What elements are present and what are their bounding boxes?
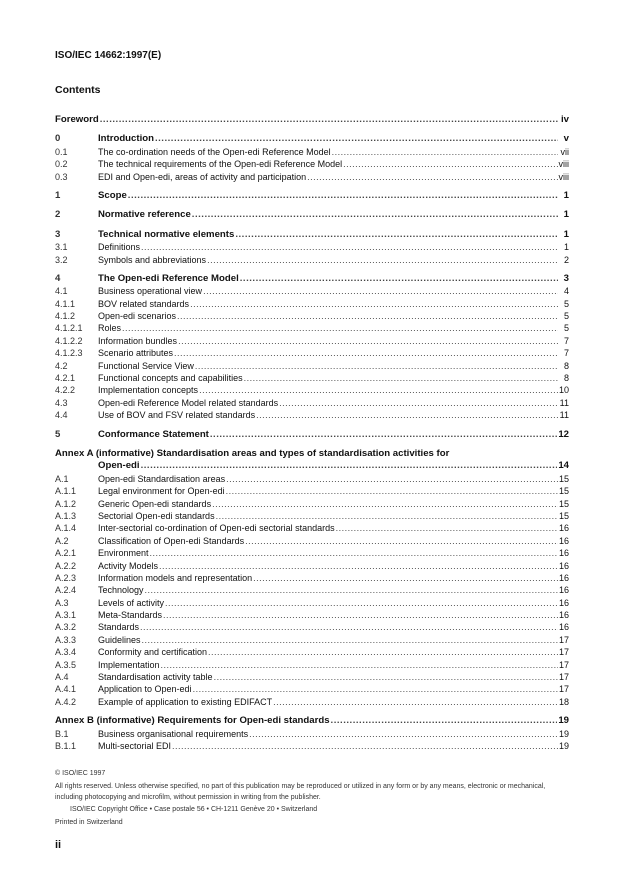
- section-title: BOV related standards: [98, 298, 190, 309]
- section-number: A.3.3: [55, 634, 77, 645]
- toc-group: [55, 229, 569, 266]
- page-reference: 19: [558, 740, 569, 751]
- section-title: Legal environment for Open-edi: [98, 486, 225, 497]
- section-title: Business operational view: [98, 286, 203, 297]
- section-title: Classification of Open-edi Standards: [98, 535, 245, 546]
- section-number: 2: [55, 209, 61, 221]
- leader-dots: [145, 584, 558, 596]
- section-number: 0.3: [55, 171, 68, 182]
- page-reference: 1: [563, 242, 569, 253]
- section-title: Functional concepts and capabilities: [98, 373, 243, 384]
- page-reference: 19: [558, 728, 569, 739]
- toc-entry[interactable]: [55, 740, 569, 752]
- leader-dots: [192, 209, 558, 221]
- toc-entry[interactable]: [55, 322, 569, 334]
- leader-dots: [159, 560, 558, 572]
- toc-entry[interactable]: [55, 547, 569, 559]
- page-reference: viii: [558, 159, 569, 170]
- section-title: Meta-Standards: [98, 610, 163, 621]
- section-number: A.4.2: [55, 696, 77, 707]
- page-reference: 1: [563, 189, 569, 201]
- toc-entry[interactable]: [55, 254, 569, 266]
- printed-in: Printed in Switzerland: [55, 819, 123, 826]
- page-reference: 16: [558, 585, 569, 596]
- leader-dots: [279, 397, 558, 409]
- section-title: Scenario attributes: [98, 348, 174, 359]
- page-reference: 5: [563, 298, 569, 309]
- section-title: Functional Service View: [98, 360, 194, 371]
- toc-entry[interactable]: [55, 158, 569, 170]
- page-reference: 15: [558, 498, 569, 509]
- page-reference: [558, 448, 569, 460]
- section-title: Information models and representation: [98, 572, 253, 583]
- section-title: Technical normative elements: [98, 228, 235, 240]
- leader-dots: [208, 646, 558, 658]
- leader-dots: [122, 322, 558, 334]
- leader-dots: [172, 740, 558, 752]
- toc-entry[interactable]: [55, 384, 569, 396]
- toc-entry[interactable]: [55, 397, 569, 409]
- page-reference: 7: [563, 335, 569, 346]
- toc-entry[interactable]: [55, 360, 569, 372]
- leader-dots: [216, 510, 558, 522]
- section-title: Conformance Statement: [98, 428, 209, 440]
- rights-notice: All rights reserved. Unless otherwise specified, no part of this publication may be reproduced or utilized in any form or by any means, electronic or mechanical, including photocopying and microfilm, without permission in writing from the publisher.: [55, 783, 546, 801]
- section-number: 4.1.2.2: [55, 335, 83, 346]
- section-number: A.1.1: [55, 486, 77, 497]
- toc-entry[interactable]: [55, 229, 569, 241]
- page-reference: 16: [558, 597, 569, 608]
- toc-entry[interactable]: [55, 273, 569, 285]
- leader-dots: [203, 285, 558, 297]
- section-title: Symbols and abbreviations: [98, 254, 207, 265]
- leader-dots: [199, 384, 558, 396]
- toc-entry[interactable]: [55, 671, 569, 683]
- section-number: A.4.1: [55, 684, 77, 695]
- table-of-contents: [55, 114, 569, 759]
- leader-dots: [245, 535, 558, 547]
- toc-entry[interactable]: [55, 372, 569, 384]
- leader-dots: [226, 485, 558, 497]
- section-number: 3.2: [55, 254, 68, 265]
- page-reference: 17: [558, 659, 569, 670]
- section-number: A.1: [55, 473, 69, 484]
- section-number: A.2.4: [55, 585, 77, 596]
- section-title: Annex A (informative) Standardisation areas and types of standardisation activities for: [55, 447, 450, 459]
- leader-dots: [178, 335, 558, 347]
- toc-entry[interactable]: [55, 572, 569, 584]
- leader-dots: [226, 473, 558, 485]
- page-reference: 1: [563, 228, 569, 240]
- page-reference: 5: [563, 323, 569, 334]
- toc-entry[interactable]: [55, 473, 569, 485]
- toc-entry[interactable]: [55, 696, 569, 708]
- toc-entry[interactable]: [55, 310, 569, 322]
- section-title: Business organisational requirements: [98, 728, 249, 739]
- toc-entry[interactable]: [55, 535, 569, 547]
- section-number: A.3.5: [55, 659, 77, 670]
- page-reference: 16: [558, 622, 569, 633]
- toc-entry[interactable]: [55, 146, 569, 158]
- section-number: 5: [55, 428, 61, 440]
- section-number: 4.3: [55, 397, 68, 408]
- contents-title: Contents: [55, 84, 101, 96]
- leader-dots: [331, 715, 558, 727]
- toc-entry[interactable]: [55, 190, 569, 202]
- section-number: 3.1: [55, 242, 68, 253]
- page-number: ii: [55, 839, 62, 851]
- leader-dots: [165, 597, 558, 609]
- section-title: Annex B (informative) Requirements for Open-edi standards: [55, 715, 330, 727]
- toc-entry[interactable]: [55, 510, 569, 522]
- leader-dots: [150, 547, 558, 559]
- toc-group: [55, 429, 569, 441]
- leader-dots: [193, 683, 558, 695]
- toc-group: [55, 114, 569, 126]
- section-title: Conformity and certification: [98, 647, 208, 658]
- toc-entry[interactable]: [55, 659, 569, 671]
- toc-entry[interactable]: [55, 448, 569, 460]
- toc-entry[interactable]: [55, 560, 569, 572]
- section-title: The technical requirements of the Open-edi Reference Model: [98, 159, 343, 170]
- toc-entry[interactable]: [55, 634, 569, 646]
- section-number: 0.2: [55, 159, 68, 170]
- section-number: A.1.2: [55, 498, 77, 509]
- toc-group: [55, 209, 569, 221]
- page-reference: 16: [558, 535, 569, 546]
- toc-entry[interactable]: [55, 114, 569, 126]
- toc-entry[interactable]: [55, 171, 569, 183]
- section-title: Open-edi: [98, 460, 140, 472]
- toc-group: [55, 133, 569, 183]
- leader-dots: [256, 409, 558, 421]
- page-reference: 17: [558, 684, 569, 695]
- page-reference: 16: [558, 610, 569, 621]
- toc-entry[interactable]: [55, 728, 569, 740]
- section-number: 4.1.2: [55, 311, 76, 322]
- section-title: Roles: [98, 323, 122, 334]
- page-reference: 14: [558, 460, 569, 472]
- page-reference: vii: [560, 146, 569, 157]
- section-number: 0: [55, 133, 61, 145]
- leader-dots: [128, 190, 558, 202]
- toc-entry[interactable]: [55, 347, 569, 359]
- section-number: A.2.2: [55, 560, 77, 571]
- section-number: A.4: [55, 672, 69, 683]
- section-title: Example of application to existing EDIFACT: [98, 696, 273, 707]
- page-reference: 4: [563, 286, 569, 297]
- page-reference: 17: [558, 634, 569, 645]
- page-reference: 17: [558, 647, 569, 658]
- toc-entry[interactable]: [55, 409, 569, 421]
- copyright-line: © ISO/IEC 1997: [55, 770, 106, 777]
- leader-dots: [249, 728, 558, 740]
- page-reference: 12: [558, 428, 569, 440]
- section-title: Open-edi Standardisation areas: [98, 473, 226, 484]
- section-number: 1: [55, 189, 61, 201]
- leader-dots: [177, 310, 558, 322]
- toc-entry[interactable]: [55, 498, 569, 510]
- leader-dots: [307, 171, 557, 183]
- section-number: 4.1: [55, 286, 68, 297]
- section-title: Sectorial Open-edi standards: [98, 510, 215, 521]
- section-title: EDI and Open-edi, areas of activity and participation: [98, 171, 307, 182]
- section-number: 4.2.2: [55, 385, 76, 396]
- section-title: Foreword: [55, 114, 99, 125]
- leader-dots: [155, 133, 558, 145]
- section-title: The Open-edi Reference Model: [98, 272, 239, 284]
- leader-dots: [336, 522, 558, 534]
- leader-dots: [253, 572, 558, 584]
- section-title: Introduction: [98, 133, 154, 145]
- page-reference: 1: [563, 209, 569, 221]
- toc-entry[interactable]: [55, 646, 569, 658]
- section-number: A.3.1: [55, 610, 77, 621]
- section-title: Standards: [98, 622, 140, 633]
- leader-dots: [343, 158, 557, 170]
- page-reference: 8: [563, 360, 569, 371]
- document-header: ISO/IEC 14662:1997(E): [55, 50, 162, 61]
- leader-dots: [161, 659, 558, 671]
- section-number: 3: [55, 228, 61, 240]
- section-number: A.3.2: [55, 622, 77, 633]
- section-number: A.1.4: [55, 523, 77, 534]
- toc-entry[interactable]: [55, 285, 569, 297]
- toc-entry[interactable]: [55, 298, 569, 310]
- section-title: Open-edi Reference Model related standards: [98, 397, 279, 408]
- leader-dots: [214, 671, 558, 683]
- section-number: A.1.3: [55, 510, 77, 521]
- leader-dots: [141, 241, 558, 253]
- page-reference: 2: [563, 254, 569, 265]
- page-reference: 3: [563, 272, 569, 284]
- section-number: B.1: [55, 728, 69, 739]
- section-title: Environment: [98, 548, 149, 559]
- page-reference: 16: [558, 560, 569, 571]
- page-reference: 5: [563, 311, 569, 322]
- section-title: Scope: [98, 189, 127, 201]
- section-number: A.2: [55, 535, 69, 546]
- section-title: Guidelines: [98, 634, 141, 645]
- page-reference: 11: [559, 410, 569, 421]
- toc-group: [55, 190, 569, 202]
- page-reference: 15: [558, 473, 569, 484]
- toc-group: [55, 448, 569, 708]
- toc-entry[interactable]: [55, 621, 569, 633]
- leader-dots: [100, 114, 558, 126]
- page-reference: 16: [558, 572, 569, 583]
- section-title: Open-edi scenarios: [98, 311, 177, 322]
- leader-dots: [140, 621, 558, 633]
- section-number: B.1.1: [55, 740, 77, 751]
- leader-dots: [163, 609, 558, 621]
- leader-dots: [332, 146, 558, 158]
- page-reference: 17: [558, 672, 569, 683]
- page-reference: 7: [563, 348, 569, 359]
- leader-dots: [244, 372, 558, 384]
- leader-dots: [141, 460, 558, 472]
- toc-entry[interactable]: [55, 715, 569, 727]
- toc-entry[interactable]: [55, 485, 569, 497]
- section-title: Definitions: [98, 242, 141, 253]
- page-reference: 19: [558, 715, 569, 727]
- leader-dots: [210, 429, 557, 441]
- section-title: Application to Open-edi: [98, 684, 192, 695]
- toc-entry[interactable]: [55, 209, 569, 221]
- leader-dots: [212, 498, 558, 510]
- toc-group: [55, 715, 569, 752]
- toc-entry[interactable]: [55, 522, 569, 534]
- section-title: Generic Open-edi standards: [98, 498, 212, 509]
- section-number: 4.1.2.1: [55, 323, 83, 334]
- section-title: Levels of activity: [98, 597, 165, 608]
- section-number: 4: [55, 272, 61, 284]
- leader-dots: [142, 634, 558, 646]
- toc-entry[interactable]: [55, 683, 569, 695]
- page-reference: 10: [558, 385, 569, 396]
- toc-entry[interactable]: [55, 241, 569, 253]
- section-number: A.2.3: [55, 572, 77, 583]
- leader-dots: [207, 254, 558, 266]
- section-title: Technology: [98, 585, 144, 596]
- leader-dots: [273, 696, 558, 708]
- section-title: Implementation: [98, 659, 160, 670]
- page-reference: iv: [560, 114, 569, 125]
- section-title: The co-ordination needs of the Open-edi Reference Model: [98, 146, 331, 157]
- toc-group: [55, 273, 569, 422]
- page-reference: 15: [558, 510, 569, 521]
- section-number: 4.1.1: [55, 298, 76, 309]
- toc-entry[interactable]: [55, 429, 569, 441]
- toc-entry[interactable]: [55, 584, 569, 596]
- page-reference: 8: [563, 373, 569, 384]
- page-reference: 16: [558, 523, 569, 534]
- page-reference: 18: [558, 696, 569, 707]
- leader-dots: [174, 347, 558, 359]
- section-number: 4.2.1: [55, 373, 76, 384]
- section-title: Use of BOV and FSV related standards: [98, 410, 256, 421]
- section-number: 0.1: [55, 146, 68, 157]
- section-number: 4.1.2.3: [55, 348, 83, 359]
- section-title: Information bundles: [98, 335, 178, 346]
- section-title: Inter-sectorial co-ordination of Open-edi sectorial standards: [98, 523, 335, 534]
- leader-dots: [240, 273, 558, 285]
- section-number: 4.2: [55, 360, 68, 371]
- page-reference: viii: [558, 171, 569, 182]
- leader-dots: [235, 229, 558, 241]
- section-title: Multi-sectorial EDI: [98, 740, 172, 751]
- toc-entry[interactable]: [55, 335, 569, 347]
- leader-dots: [195, 360, 558, 372]
- section-number: A.3.4: [55, 647, 77, 658]
- page-reference: 16: [558, 548, 569, 559]
- toc-entry[interactable]: [55, 460, 569, 472]
- page-reference: v: [563, 133, 569, 145]
- section-title: Implementation concepts: [98, 385, 199, 396]
- toc-entry[interactable]: [55, 609, 569, 621]
- toc-entry[interactable]: [55, 597, 569, 609]
- toc-entry[interactable]: [55, 133, 569, 145]
- copyright-office: ISO/IEC Copyright Office • Case postale 56 • CH-1211 Genève 20 • Switzerland: [70, 806, 318, 813]
- section-number: A.3: [55, 597, 69, 608]
- section-number: 4.4: [55, 410, 68, 421]
- page-reference: 15: [558, 486, 569, 497]
- section-title: Activity Models: [98, 560, 159, 571]
- section-title: Normative reference: [98, 209, 191, 221]
- section-number: A.2.1: [55, 548, 77, 559]
- leader-dots: [190, 298, 558, 310]
- page-reference: 11: [559, 397, 569, 408]
- section-title: Standardisation activity table: [98, 672, 213, 683]
